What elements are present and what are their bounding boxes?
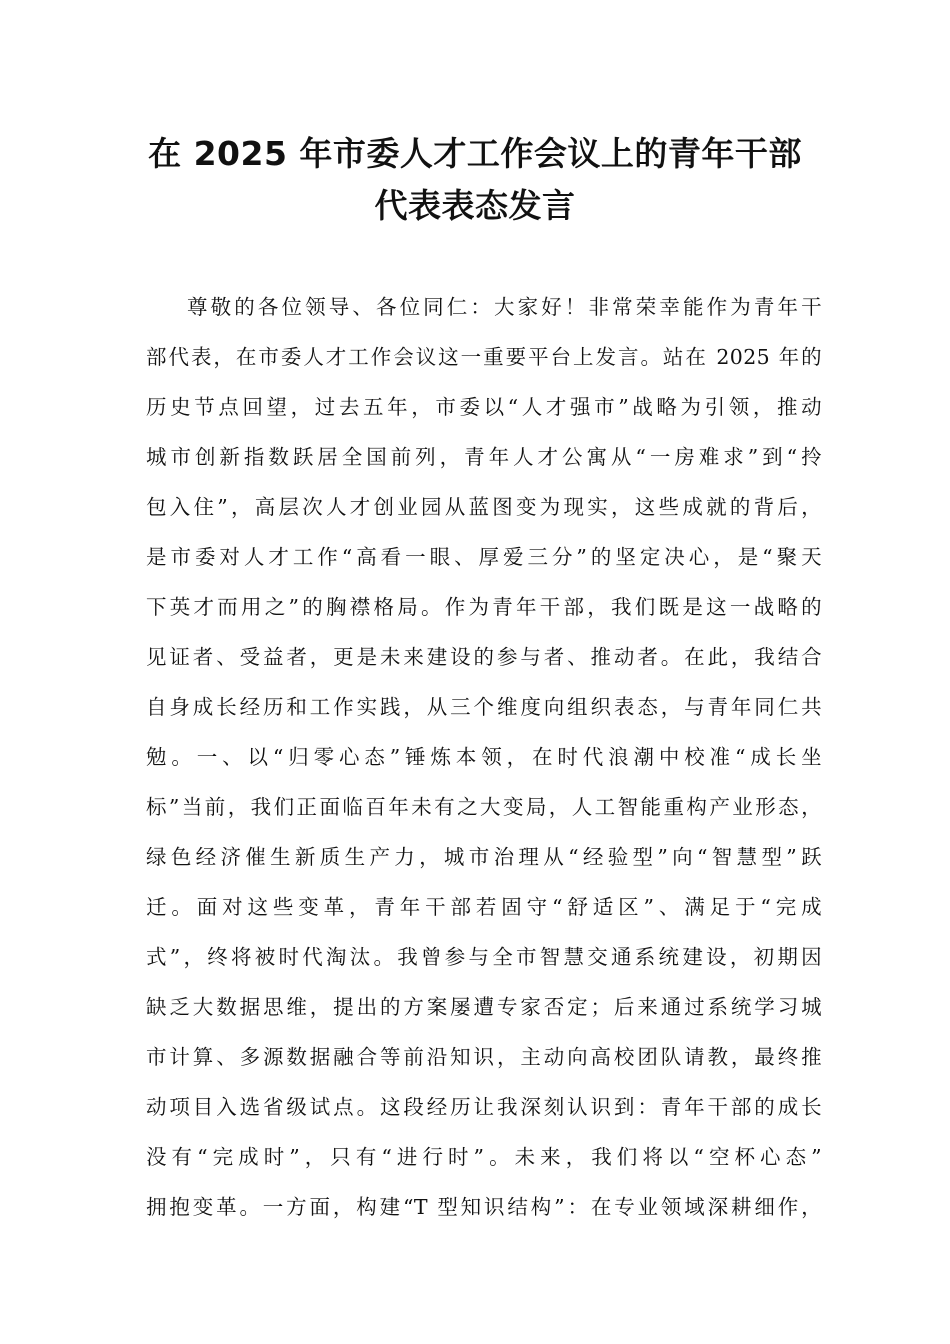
paragraph-line: 勉。一、以“归零心态”锤炼本领，在时代浪潮中校准“成长坐 — [146, 745, 822, 769]
paragraph-line: 绿色经济催生新质生产力，城市治理从“经验型”向“智慧型”跃 — [146, 845, 822, 869]
paragraph-line: 市计算、多源数据融合等前沿知识，主动向高校团队请教，最终推 — [146, 1045, 822, 1069]
title-line: 代表表态发言 — [374, 186, 576, 225]
paragraph-line: 包入住”，高层次人才创业园从蓝图变为现实，这些成就的背后， — [146, 495, 822, 519]
speech-body — [146, 282, 822, 1232]
paragraph-line: 尊敬的各位领导、各位同仁：大家好！非常荣幸能作为青年干 — [187, 295, 822, 319]
paragraph-line: 是市委对人才工作“高看一眼、厚爱三分”的坚定决心，是“聚天 — [146, 545, 822, 569]
paragraph-line: 拥抱变革。一方面，构建“T 型知识结构”：在专业领域深耕细作， — [146, 1195, 822, 1219]
paragraph-line: 城市创新指数跃居全国前列，青年人才公寓从“一房难求”到“拎 — [146, 445, 822, 469]
paragraph-line: 动项目入选省级试点。这段经历让我深刻认识到：青年干部的成长 — [146, 1095, 822, 1119]
paragraph-line: 自身成长经历和工作实践，从三个维度向组织表态，与青年同仁共 — [146, 695, 822, 719]
document-title — [120, 128, 830, 232]
paragraph-line: 迁。面对这些变革，青年干部若固守“舒适区”、满足于“完成 — [146, 895, 822, 919]
paragraph-line: 下英才而用之”的胸襟格局。作为青年干部，我们既是这一战略的 — [146, 595, 822, 619]
paragraph-line: 见证者、受益者，更是未来建设的参与者、推动者。在此，我结合 — [146, 645, 822, 669]
paragraph-line: 历史节点回望，过去五年，市委以“人才强市”战略为引领，推动 — [146, 395, 822, 419]
paragraph-line: 标”当前，我们正面临百年未有之大变局，人工智能重构产业形态， — [146, 795, 822, 819]
title-line: 在 2025 年市委人才工作会议上的青年干部 — [148, 134, 802, 173]
paragraph-line: 缺乏大数据思维，提出的方案屡遭专家否定；后来通过系统学习城 — [146, 995, 822, 1019]
paragraph-line: 部代表，在市委人才工作会议这一重要平台上发言。站在 2025 年的 — [146, 345, 822, 369]
paragraph-line: 没有“完成时”，只有“进行时”。未来，我们将以“空杯心态” — [146, 1145, 822, 1169]
paragraph-line: 式”，终将被时代淘汰。我曾参与全市智慧交通系统建设，初期因 — [146, 945, 822, 969]
